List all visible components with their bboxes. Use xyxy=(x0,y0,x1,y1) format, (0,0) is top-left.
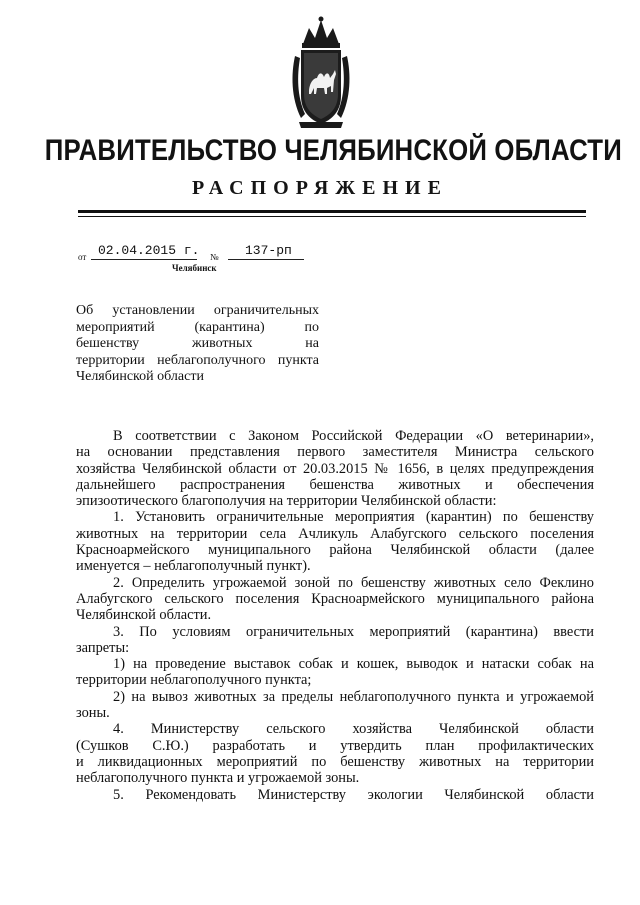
body-line: 3. По условиям ограничительных мероприятий (карантина) ввести xyxy=(113,623,594,640)
document-date: 02.04.2015 г. xyxy=(98,243,200,258)
header-rule-thick xyxy=(78,210,586,213)
subject-line: бешенству животных на xyxy=(76,336,319,351)
body-line: территории неблагополучного пункта; xyxy=(76,672,312,689)
body-line: В соответствии с Законом Российской Федерации «О ветеринарии», xyxy=(113,428,594,444)
body-line: запреты: xyxy=(76,639,130,656)
government-title: ПРАВИТЕЛЬСТВО ЧЕЛЯБИНСКОЙ ОБЛАСТИ xyxy=(44,134,622,167)
body-line: именуется – неблагополучный пункт). xyxy=(76,558,311,575)
body-line: Красноармейского муниципального района Челябинской области (далее xyxy=(76,542,594,559)
city-label: Челябинск xyxy=(172,263,217,273)
body-line: 5. Рекомендовать Министерству экологии Челябинской области xyxy=(113,786,594,803)
body-line: Алабугского сельского поселения Красноармейского муниципального района xyxy=(76,590,594,607)
coat-of-arms-icon xyxy=(289,14,353,132)
body-line: 2) на вывоз животных за пределы неблагополучного пункта и угрожаемой xyxy=(113,688,594,705)
number-sign: № xyxy=(210,252,219,262)
header-rule-thin xyxy=(78,216,586,217)
body-line: 4. Министерству сельского хозяйства Челябинской области xyxy=(113,721,594,738)
body-line: дальнейшего распространения бешенства животных и обеспечения xyxy=(76,476,594,493)
subject-block xyxy=(76,303,319,386)
subject-line: мероприятий (карантина) по xyxy=(76,319,319,335)
date-prefix: от xyxy=(78,252,87,262)
document-type: РАСПОРЯЖЕНИЕ xyxy=(192,177,448,199)
body-line: зоны. xyxy=(76,705,110,722)
body-line: и ликвидационных мероприятий по бешенству животных на территории xyxy=(76,753,594,770)
subject-line: Челябинской области xyxy=(76,369,204,384)
body-line: эпизоотического благополучия на территории Челябинской области: xyxy=(76,493,497,510)
body-line: Челябинской области. xyxy=(76,607,212,624)
body-line: 1) на проведение выставок собак и кошек, выводок и натаски собак на xyxy=(113,656,594,673)
body-line: 1. Установить ограничительные мероприятия (карантин) по бешенству xyxy=(113,509,594,526)
body-line: животных на территории села Ачликуль Алабугского сельского поселения xyxy=(76,525,594,542)
body-line: неблагополучного пункта и угрожаемой зоны. xyxy=(76,770,360,787)
body-line: 2. Определить угрожаемой зоной по бешенству животных село Феклино xyxy=(113,574,594,591)
body-line: хозяйства Челябинской области от 20.03.2015 № 1656, в целях предупреждения xyxy=(76,460,594,477)
document-body xyxy=(76,428,594,803)
body-line: на основании представления первого заместителя Министра сельского xyxy=(76,444,594,461)
subject-line: Об установлении ограничительных xyxy=(76,303,319,318)
document-number: 137-рп xyxy=(245,243,292,258)
body-line: (Сушков С.Ю.) разработать и утвердить план профилактических xyxy=(76,737,594,754)
subject-line: территории неблагополучного пункта xyxy=(76,352,319,368)
